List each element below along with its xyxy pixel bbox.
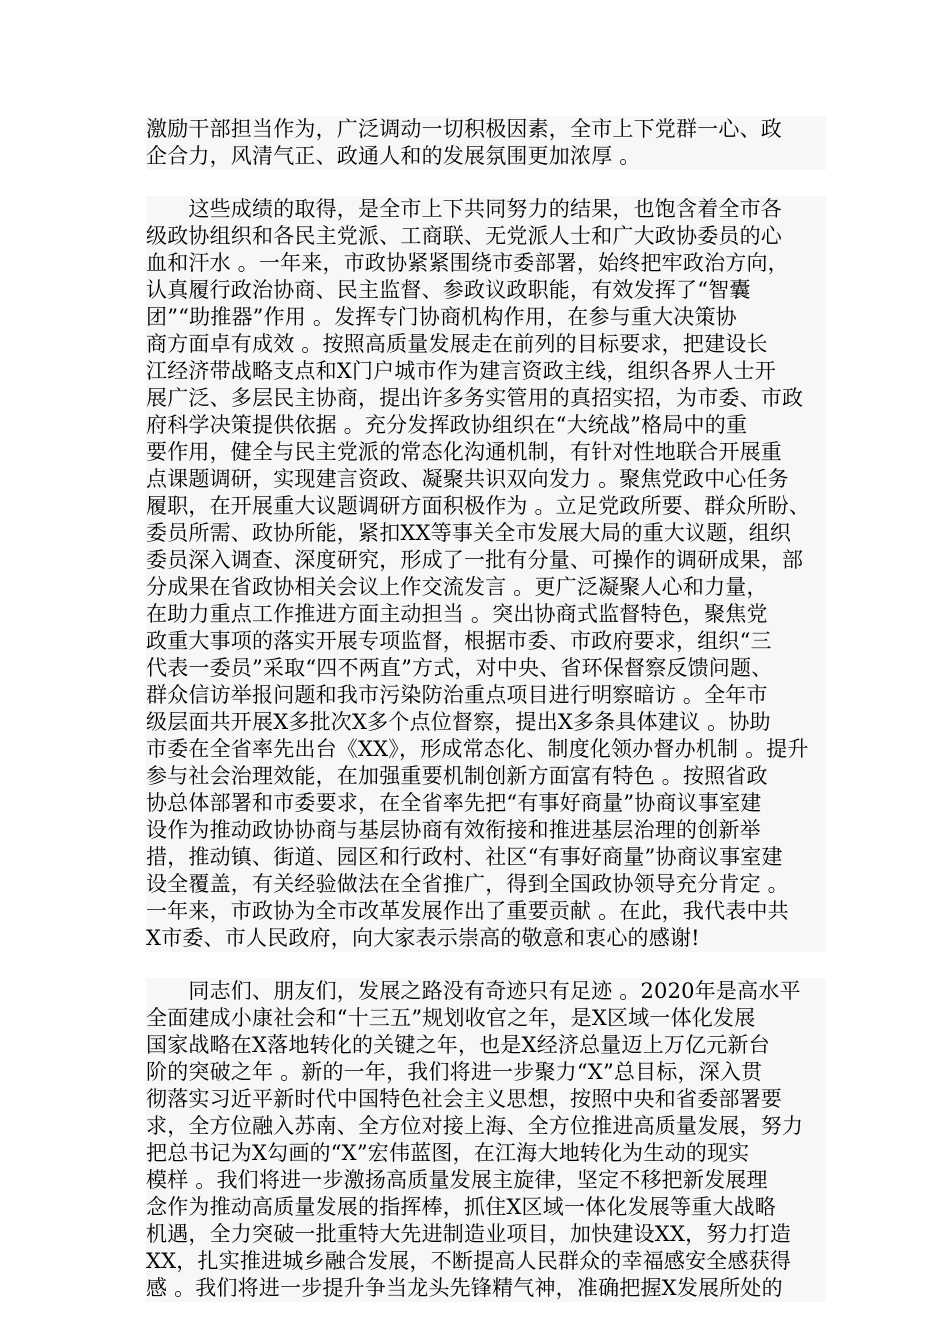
text-line: 一年来，市政协为全市改革发展作出了重要贡献 。在此，我代表中共: [146, 899, 789, 923]
text-line: 要作用，健全与民主党派的常态化沟通机制，有针对性地联合开展重: [146, 440, 782, 464]
text-line: 市委在全省率先出台《XX》，形成常态化、制度化领办督办机制 。提升: [146, 737, 809, 761]
text-line: 代表一委员”采取“四不两直”方式，对中央、省环保督察反馈问题、: [146, 656, 773, 680]
text-line: 措，推动镇、街道、园区和行政村、社区“有事好商量”协商议事室建: [146, 845, 783, 869]
paragraph-spacing: [146, 170, 826, 196]
text-line: 企合力，风清气正、政通人和的发展氛围更加浓厚 。: [146, 144, 641, 168]
text-line: 级政协组织和各民主党派、工商联、无党派人士和广大政协委员的心: [146, 224, 782, 248]
text-line: 参与社会治理效能，在加强重要机制创新方面富有特色 。按照省政: [146, 764, 768, 788]
text-line: 群众信访举报问题和我市污染防治重点项目进行明察暗访 。全年市: [146, 683, 768, 707]
text-line: 这些成绩的取得，是全市上下共同努力的结果，也饱含着全市各: [146, 197, 782, 221]
text-line: 团”“助推器”作用 。发挥专门协商机构作用，在参与重大决策协: [146, 305, 737, 329]
text-line: 委员所需、政协所能，紧扣XX等事关全市发展大局的重大议题，组织: [146, 521, 792, 545]
text-line: 认真履行政治协商、民主监督、参政议政职能，有效发挥了“智囊: [146, 278, 751, 302]
text-line: 委员深入调查、深度研究，形成了一批有分量、可操作的调研成果，部: [146, 548, 804, 572]
text-line: 商方面卓有成效 。按照高质量发展走在前列的目标要求，把建设长: [146, 332, 768, 356]
text-line: 念作为推动高质量发展的指挥棒，抓住X区域一体化发展等重大战略: [146, 1195, 776, 1219]
paragraph: [146, 116, 826, 170]
text-line: 彻落实习近平新时代中国特色社会主义思想，按照中央和省委部署要: [146, 1087, 782, 1111]
text-line: 激励干部担当作为，广泛调动一切积极因素，全市上下党群一心、政: [146, 117, 782, 141]
text-line: 模样 。我们将进一步激扬高质量发展主旋律，坚定不移把新发展理: [146, 1168, 768, 1192]
text-line: 全面建成小康社会和“十三五”规划收官之年，是X区域一体化发展: [146, 1006, 756, 1030]
text-line: 政重大事项的落实开展专项监督，根据市委、市政府要求，组织“三: [146, 629, 772, 653]
text-line: X市委、市人民政府，向大家表示崇高的敬意和衷心的感谢!: [146, 926, 700, 950]
text-line: 机遇，全力突破一批重特大先进制造业项目，加快建设XX，努力打造: [146, 1222, 792, 1246]
text-line: 级层面共开展X多批次X多个点位督察，提出X多条具体建议 。协助: [146, 710, 771, 734]
text-line: 把总书记为X勾画的“X”宏伟蓝图，在江海大地转化为生动的现实: [146, 1141, 750, 1165]
text-line: XX，扎实推进城乡融合发展，不断提高人民群众的幸福感安全感获得: [146, 1249, 792, 1273]
document-body: [146, 116, 826, 1302]
paragraph: [146, 196, 826, 952]
text-line: 点课题调研，实现建言资政、凝聚共识双向发力 。聚焦党政中心任务: [146, 467, 789, 491]
text-line: 同志们、朋友们，发展之路没有奇迹只有足迹 。2020年是高水平: [146, 979, 801, 1003]
paragraph: [146, 978, 826, 1302]
text-line: 感 。我们将进一步提升争当龙头先锋精气神，准确把握X发展所处的: [146, 1276, 783, 1300]
text-line: 血和汗水 。一年来，市政协紧紧围绕市委部署，始终把牢政治方向，: [146, 251, 789, 275]
text-line: 在助力重点工作推进方面主动担当 。突出协商式监督特色，聚焦党: [146, 602, 768, 626]
text-line: 设作为推动政协协商与基层协商有效衔接和推进基层治理的创新举: [146, 818, 761, 842]
text-line: 求，全方位融入苏南、全方位对接上海、全方位推进高质量发展，努力: [146, 1114, 804, 1138]
text-line: 履职，在开展重大议题调研方面积极作为 。立足党政所要、群众所盼、: [146, 494, 811, 518]
text-line: 分成果在省政协相关会议上作交流发言 。更广泛凝聚人心和力量，: [146, 575, 768, 599]
paragraph-spacing: [146, 952, 826, 978]
text-line: 展广泛、多层民主协商，提出许多务实管用的真招实招，为市委、市政: [146, 386, 804, 410]
text-line: 协总体部署和市委要求，在全省率先把“有事好商量”协商议事室建: [146, 791, 762, 815]
text-line: 阶的突破之年 。新的一年，我们将进一步聚力“X”总目标，深入贯: [146, 1060, 763, 1084]
text-line: 府科学决策提供依据 。充分发挥政协组织在“大统战”格局中的重: [146, 413, 748, 437]
text-line: 国家战略在X落地转化的关键之年，也是X经济总量迈上万亿元新台: [146, 1033, 770, 1057]
text-line: 设全覆盖，有关经验做法在全省推广，得到全国政协领导充分肯定 。: [146, 872, 789, 896]
text-line: 江经济带战略支点和X门户城市作为建言资政主线，组织各界人士开: [146, 359, 776, 383]
